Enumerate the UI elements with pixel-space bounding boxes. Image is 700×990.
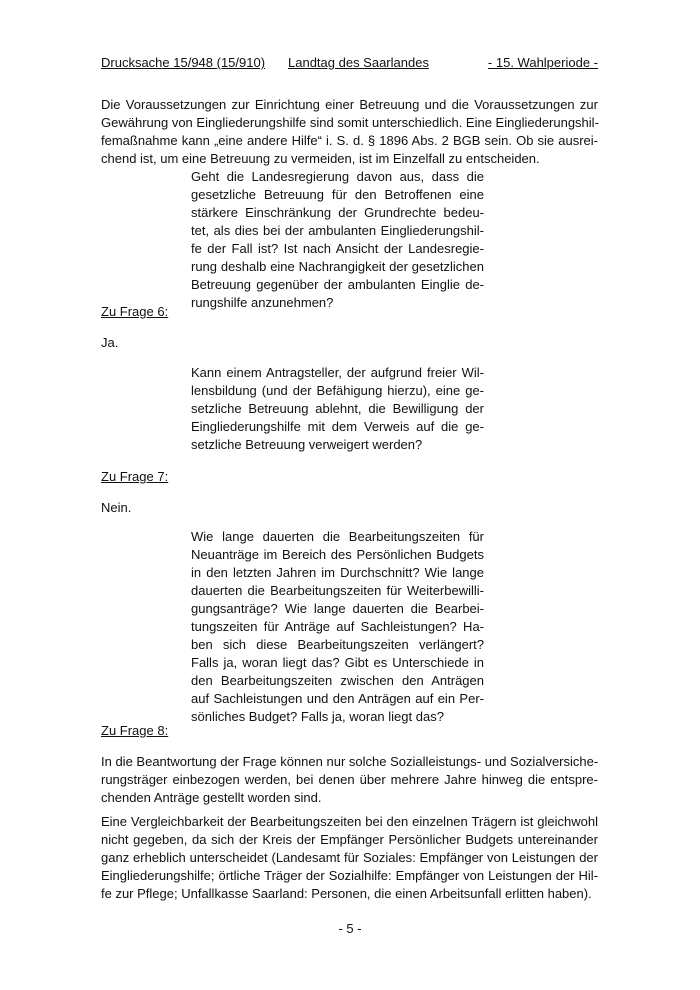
header-document-number: Drucksache 15/948 (15/910): [101, 55, 266, 70]
text-line: ben sich diese Bearbeitungszeiten verlängert?: [191, 637, 484, 652]
page-number: - 5 -: [338, 921, 362, 936]
text-line: chenden Anträge gestellt worden sind.: [101, 790, 322, 805]
text-line: Eingliederungshilfe; örtliche Träger der Sozialhilfe: Empfänger von Leistungen der Hil-: [101, 868, 598, 883]
answer-6-text: Ja.: [101, 335, 119, 350]
text-line: tungszeiten für Anträge auf Sachleistungen? Ha-: [191, 619, 484, 634]
text-line: nicht gegeben, da sich der Kreis der Empfänger Persönlicher Budgets untereinander: [101, 832, 598, 847]
text-line: den Bearbeitungszeiten zwischen den Anträgen: [191, 673, 484, 688]
text-line: setzliche Betreuung verweigert werden?: [191, 437, 423, 452]
text-line: rung deshalb eine Nachrangigkeit der gesetzlichen: [191, 259, 484, 274]
answer-7-text: Nein.: [101, 500, 132, 515]
page-header: [101, 55, 598, 75]
text-line: Eingliederungshilfe mit dem Verweis auf die ge-: [191, 419, 484, 434]
text-line: Gewährung von Eingliederungshilfe sind somit unterschiedlich. Eine Eingliederungshil-: [101, 115, 599, 130]
text-line: Betreuung gegenüber der ambulanten Einglie de-: [191, 277, 484, 292]
answer-8-paragraph-2: [101, 813, 598, 903]
text-line: gesetzliche Betreuung für den Betroffenen eine: [191, 187, 484, 202]
answer-6-heading: Zu Frage 6:: [101, 304, 169, 319]
question-7: [191, 364, 484, 454]
text-line: Die Voraussetzungen zur Einrichtung einer Betreuung und die Voraussetzungen zur: [101, 97, 598, 112]
text-line: Wie lange dauerten die Bearbeitungszeiten für: [191, 529, 484, 544]
text-line: lensbildung (und der Befähigung hierzu), eine ge-: [191, 383, 484, 398]
text-line: chend ist, um eine Betreuung zu vermeiden, ist im Einzelfall zu entscheiden.: [101, 151, 540, 166]
text-line: dauerten die Bearbeitungszeiten für Weiterbewilli-: [191, 583, 484, 598]
header-parliament: Landtag des Saarlandes: [288, 55, 429, 70]
text-line: femaßnahme kann „eine andere Hilfe“ i. S. d. § 1896 Abs. 2 BGB sein. Ob sie ausrei-: [101, 133, 598, 148]
paragraph-intro: [101, 96, 598, 168]
text-line: Eine Vergleichbarkeit der Bearbeitungszeiten bei den einzelnen Trägern ist gleichwohl: [101, 814, 598, 829]
text-line: Falls ja, woran liegt das? Gibt es Unterschiede in: [191, 655, 484, 670]
text-line: fe zur Pflege; Unfallkasse Saarland: Personen, die einen Arbeitsunfall erlitten haben).: [101, 886, 592, 901]
text-line: ganz erheblich unterscheidet (Landesamt für Soziales: Empfänger von Leistungen der: [101, 850, 598, 865]
text-line: Kann einem Antragsteller, der aufgrund freier Wil-: [191, 365, 484, 380]
text-line: Neuanträge im Bereich des Persönlichen Budgets: [191, 547, 484, 562]
text-line: rungsträger einbezogen werden, bei denen über mehrere Jahre hinweg die entspre-: [101, 772, 598, 787]
text-line: In die Beantwortung der Frage können nur solche Sozialleistungs- und Sozialversiche-: [101, 754, 599, 769]
text-line: setzliche Betreuung ablehnt, die Bewilligung der: [191, 401, 484, 416]
text-line: auf Sachleistungen und den Anträgen auf ein Per-: [191, 691, 484, 706]
text-line: Geht die Landesregierung davon aus, dass die: [191, 169, 484, 184]
answer-8-heading: Zu Frage 8:: [101, 723, 169, 738]
question-8: [191, 528, 484, 726]
text-line: stärkere Einschränkung der Grundrechte bedeu-: [191, 205, 484, 220]
text-line: rungshilfe anzunehmen?: [191, 295, 334, 310]
text-line: fe der Fall ist? Ist nach Ansicht der Landesregie-: [191, 241, 484, 256]
text-line: sönliches Budget? Falls ja, woran liegt das?: [191, 709, 444, 724]
header-period: - 15. Wahlperiode -: [487, 55, 598, 70]
text-line: in den letzten Jahren im Durchschnitt? Wie lange: [191, 565, 484, 580]
answer-7-heading: Zu Frage 7:: [101, 469, 169, 484]
question-6: [191, 168, 484, 312]
text-line: gungsanträge? Wie lange dauerten die Bearbei-: [191, 601, 484, 616]
text-line: tet, als dies bei der ambulanten Eingliederungshil-: [191, 223, 484, 238]
answer-8-paragraph-1: [101, 753, 598, 807]
